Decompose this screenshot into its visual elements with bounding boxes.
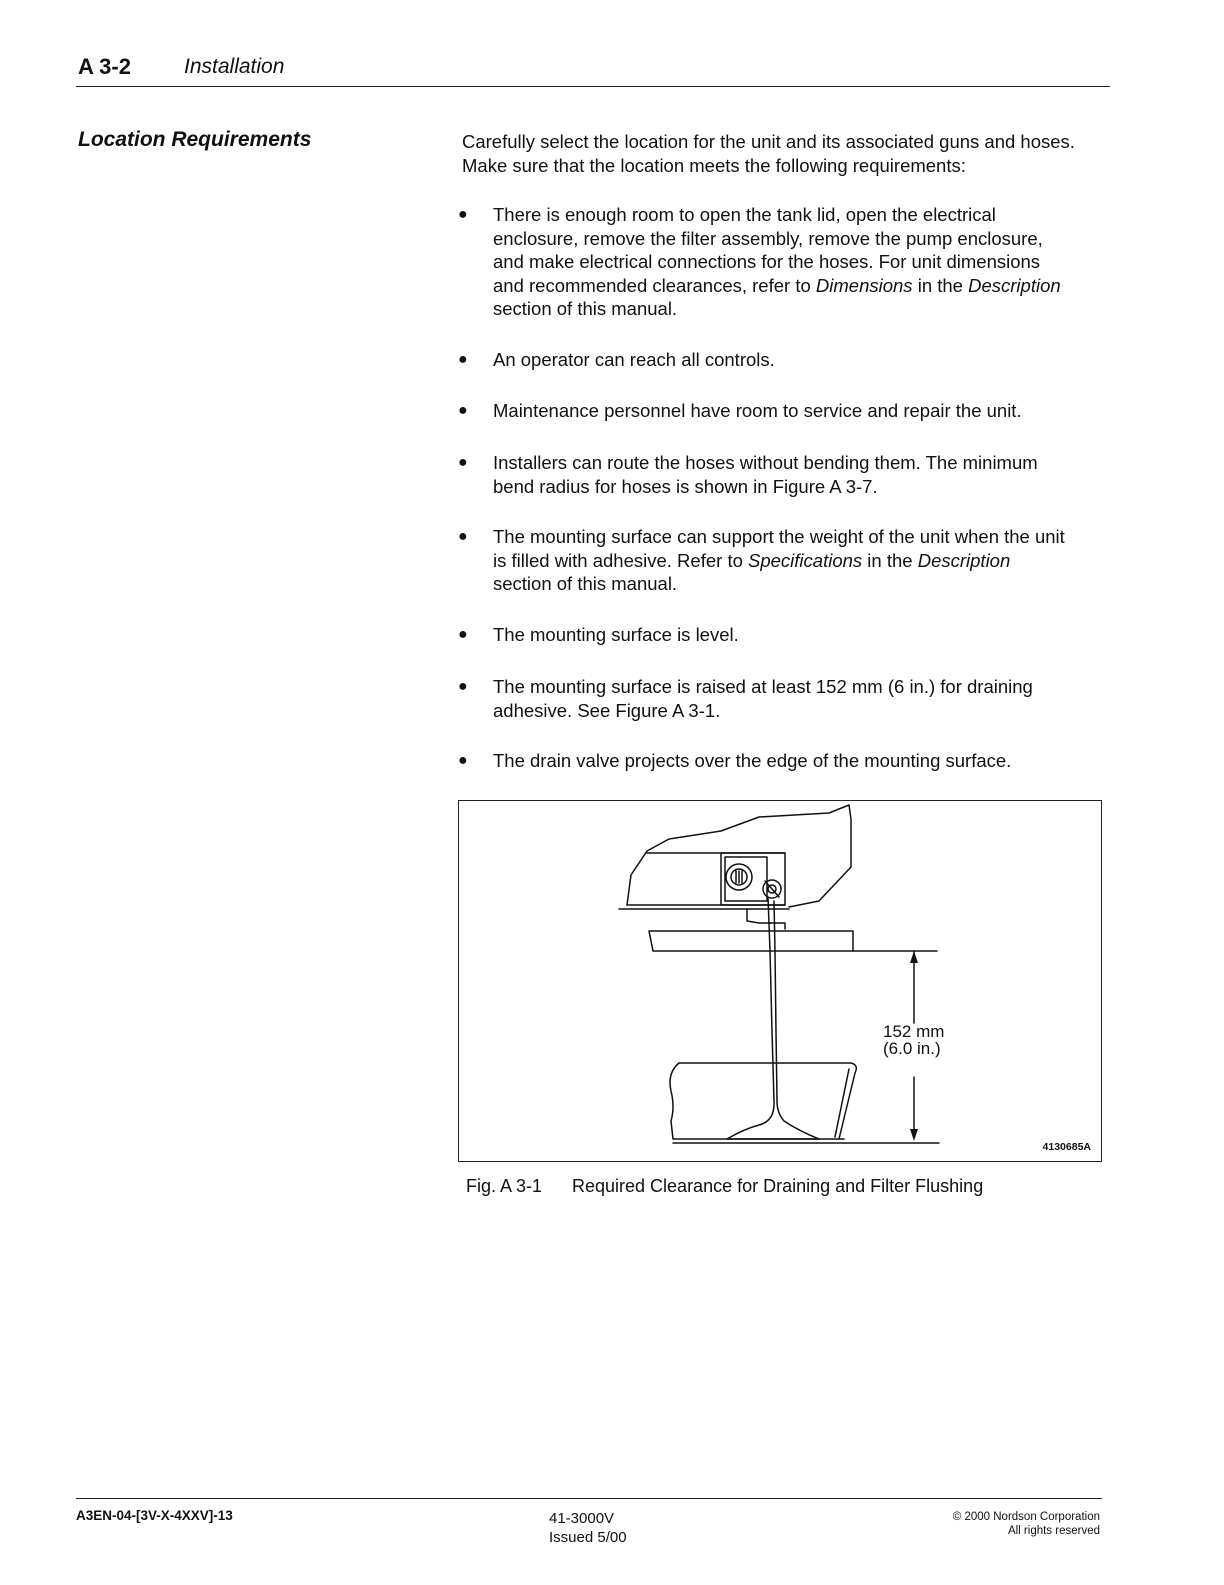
copyright-text: © 2000 Nordson Corporation <box>952 1511 1100 1523</box>
bullet-icon: ● <box>458 626 468 643</box>
drain-clearance-drawing <box>459 801 1103 1163</box>
header-divider <box>76 86 1110 87</box>
list-item-line: adhesive. See Figure A 3-1. <box>493 699 721 721</box>
footer-center <box>549 1509 627 1547</box>
intro-paragraph: Carefully select the location for the unit and its associated guns and hoses. Make sure that the location meets the following requirements: <box>462 131 1075 176</box>
footer-copyright <box>953 1510 1100 1538</box>
list-item-line: Installers can route the hoses without bending them. The minimum <box>493 452 1038 473</box>
bullet-icon: ● <box>458 402 468 419</box>
list-item-line: and make electrical connections for the hoses. For unit dimensions <box>493 251 1041 272</box>
dimension-in-label: (6.0 in.) <box>883 1039 941 1058</box>
figure-caption-text: Required Clearance for Draining and Filter Flushing <box>572 1176 984 1196</box>
section-title: Location Requirements <box>78 128 312 151</box>
drawing-id: 4130685A <box>1042 1141 1091 1153</box>
list-item-line: section of this manual. <box>493 573 678 594</box>
reference-specifications: Specifications <box>748 549 863 571</box>
list-item-line: bend radius for hoses is shown in Figure A 3-7. <box>493 475 878 497</box>
issue-date: Issued 5/00 <box>549 1529 627 1546</box>
doc-code: A3EN-04-[3V-X-4XXV]-13 <box>76 1508 233 1523</box>
bullet-icon: ● <box>458 351 468 368</box>
footer-divider <box>76 1498 1102 1499</box>
bullet-icon: ● <box>458 752 468 769</box>
figure-caption-label: Fig. A 3-1 <box>466 1176 543 1196</box>
chapter-title: Installation <box>184 55 285 78</box>
list-item-line: The mounting surface can support the weight of the unit when the unit <box>493 526 1065 547</box>
reference-dimensions: Dimensions <box>815 274 913 296</box>
bullet-icon: ● <box>458 528 468 545</box>
reference-description: Description <box>968 274 1061 296</box>
reference-description: Description <box>917 549 1011 571</box>
list-item-line: The mounting surface is raised at least 152 mm (6 in.) for draining <box>493 676 1033 697</box>
bullet-icon: ● <box>458 206 468 223</box>
list-item-line: enclosure, remove the filter assembly, remove the pump enclosure, <box>493 227 1043 249</box>
bullet-icon: ● <box>458 678 468 695</box>
dimension-mm-label: 152 mm <box>883 1022 945 1041</box>
list-item-line: section of this manual. <box>493 298 678 319</box>
bullet-icon: ● <box>458 454 468 471</box>
list-item-line: is filled with adhesive. Refer to Specifications in the Description <box>493 549 1011 571</box>
rights-text: All rights reserved <box>1007 1525 1100 1537</box>
figure-frame <box>458 800 1102 1162</box>
page-number: A 3-2 <box>78 54 131 79</box>
list-item-line: and recommended clearances, refer to Dimensions in the Description <box>493 274 1061 296</box>
list-item-line: There is enough room to open the tank lid, open the electrical <box>493 204 996 225</box>
part-number: 41-3000V <box>549 1510 615 1527</box>
figure-caption <box>466 1176 983 1197</box>
